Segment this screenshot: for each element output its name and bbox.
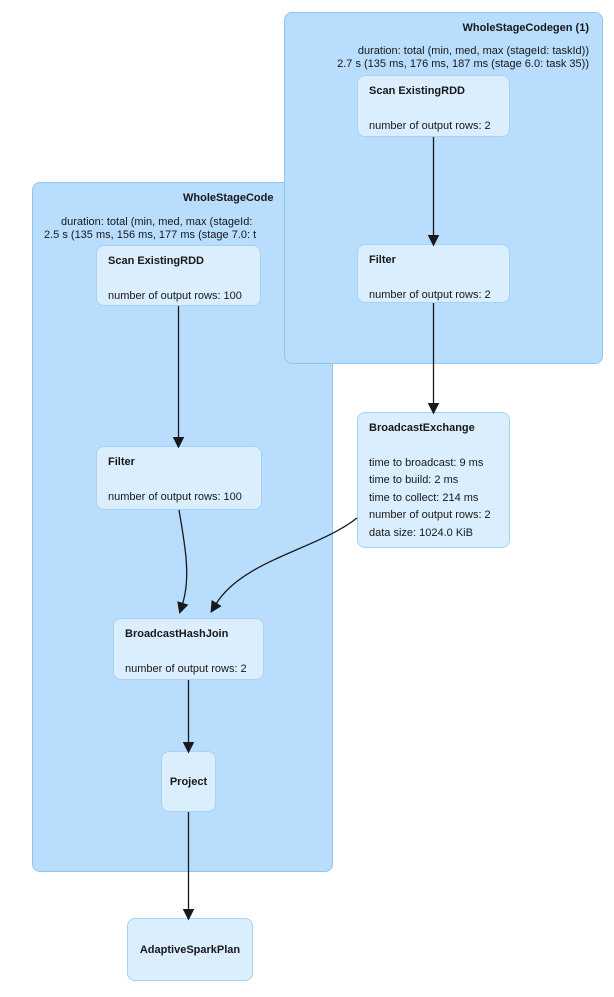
node-scan-existingrdd-2[interactable]: [96, 245, 261, 306]
node-title: Filter: [108, 456, 135, 468]
cluster-1-label-block: [337, 22, 589, 71]
node-metric: number of output rows: 2: [369, 289, 491, 301]
node-metric: number of output rows: 2: [125, 663, 247, 675]
cluster-2-duration-line-1: duration: total (min, med, max (stageId:: [61, 216, 253, 228]
node-metric: number of output rows: 100: [108, 290, 242, 302]
node-title: Project: [169, 775, 208, 788]
node-title: Filter: [369, 254, 396, 266]
node-project[interactable]: [161, 751, 216, 812]
node-metric: number of output rows: 100: [108, 491, 242, 503]
node-scan-existingrdd-1[interactable]: [357, 75, 510, 137]
node-filter-1[interactable]: [357, 244, 510, 303]
node-metric: data size: 1024.0 KiB: [369, 526, 473, 539]
node-metric: time to collect: 214 ms: [369, 491, 479, 504]
node-metric: time to broadcast: 9 ms: [369, 457, 484, 469]
node-title: Scan ExistingRDD: [108, 255, 204, 267]
node-filter-2[interactable]: [96, 446, 262, 510]
node-title: Scan ExistingRDD: [369, 85, 465, 97]
cluster-2-duration-line-2: 2.5 s (135 ms, 156 ms, 177 ms (stage 7.0: t: [44, 229, 257, 241]
node-broadcastexchange[interactable]: [357, 412, 510, 548]
cluster-1-duration-line-2: 2.7 s (135 ms, 176 ms, 187 ms (stage 6.0: task 35)): [337, 58, 589, 70]
cluster-1-duration-line-1: duration: total (min, med, max (stageId: taskId)): [357, 45, 589, 57]
node-metric: time to build: 2 ms: [369, 474, 459, 487]
node-title: AdaptiveSparkPlan: [139, 943, 241, 956]
cluster-2-title: WholeStageCode: [183, 192, 274, 204]
cluster-wholestagecodegen-1: [284, 12, 603, 364]
node-metric: number of output rows: 2: [369, 120, 491, 132]
cluster-1-title: WholeStageCodegen (1): [462, 22, 589, 34]
node-title: BroadcastExchange: [369, 422, 475, 434]
node-adaptivesparkplan[interactable]: [127, 918, 253, 981]
node-metric: number of output rows: 2: [369, 509, 491, 522]
node-broadcasthashjoin[interactable]: [113, 618, 264, 680]
node-title: BroadcastHashJoin: [125, 628, 229, 640]
